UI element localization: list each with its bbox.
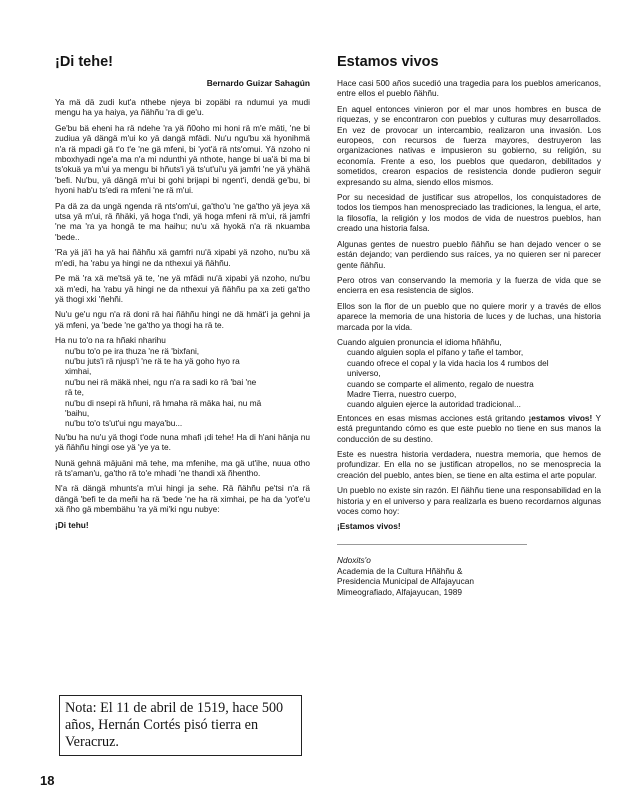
left-closing: ¡Di tehu! <box>55 519 89 530</box>
left-paragraph: Ge'bu bä eheni ha rä ndehe 'ra yä ñ0oho mi honi rä m'e mäti, 'ne bi zudiua yä dängä m'ui ko yä dangä mfädi. Nu'u ngu'bu xä hyonihmä n'a rä mpadi gä t'o t'e 'ne gä mfeni, bi 'yot'ä rä nts'omui. Yä nzoho ni mboxhyadi nge'a ma n'a mi ndunthi yä nthote, hange bi ua'ä bi ma bi ts'okuä ya m'ui ya mengu bi hñuts'i yä ts'ut'ui'u yä jamfri 'ne yä yhähä 'befi. Nu'bu, yä dängä m'ui bi gohi brijapi bi ngent'i, dendä ge'bu, bi hyoni hab'u ts'edi ra mfeni 'ne rä m'ui. <box>55 122 310 196</box>
poem-line: nu'bu juts'i rä njusp'i 'ne rä te ha yä goho hyo ra <box>65 355 240 366</box>
right-paragraph: Un pueblo no existe sin razón. El ñähñu tiene una responsabilidad en la historia y en el universo y para realizarla es bueno recordarnos algunas voces como hoy: <box>337 485 601 517</box>
author: Bernardo Guizar Sahagún <box>206 78 310 88</box>
left-paragraph: N'a rä dängä mhunts'a m'ui hingi ja sehe. Rä ñähñu pe'tsi n'a rä dängä 'befi te da meñi ha rä 'bede 'ne ha rä ximhai, pe ha da 'yot'e'u xä ñho gä mbembähu 'ra yä mi'ki ngu nubye: <box>55 483 310 515</box>
left-paragraph: Pe mä 'ra xä me'tsä yä te, 'ne yä mfädi nu'ä xipabi yä nzoho, nu'bu xä m'edi, ha 'rabu yä hingi ne da nthexui yä ñähñu pa xa zeti ga'tho yä thogi xki 'ñehñi. <box>55 273 310 304</box>
note-box: Nota: El 11 de abril de 1519, hace 500 años, Hernán Cortés pisó tierra en Veracruz. <box>59 695 302 756</box>
credit-line: Presidencia Municipal de Alfajayucan <box>337 576 474 587</box>
poem-line: cuando alguien sopla el pífano y tañe el tambor, <box>347 347 524 358</box>
right-paragraph: Algunas gentes de nuestro pueblo ñähñu se han dejado vencer o se están dejando; van perdiendo sus raíces, ya no quieren ser ni parecer gente ñähñu. <box>337 238 601 270</box>
left-paragraph: Nu'bu ha nu'u yä thogi t'ode nuna mhafi ¡di tehe! Ha di h'ani hänja nu yä ñähñu hingi ose yä 'ye ya te. <box>55 431 310 453</box>
right-paragraph-entonces <box>337 413 601 444</box>
entonces-text-end: Y está preguntando cómo es que este pueblo no tiene en sus manos la conducción de su destino. <box>337 412 601 444</box>
poem-line: Cuando alguien pronuncia el idioma hñähñu, <box>337 336 502 347</box>
poem-line: 'baihu, <box>65 407 90 418</box>
poem-line: nu'bu to'o pe ira thuza 'ne rä 'bixfani, <box>65 345 200 356</box>
left-poem <box>55 335 310 429</box>
entonces-text: Entonces en esas mismas acciones está gritando <box>337 412 529 423</box>
separator-line <box>337 544 527 545</box>
credit-name: Ndoxits'o <box>337 554 371 565</box>
left-paragraph: 'Ra yä jä'i ha yä hai ñähñu xä gamfri nu'ä xipabi yä nzoho, nu'bu xä m'edi, ha 'rabu ya hingi ne da nthexui yä ñähñu. <box>55 247 310 268</box>
poem-line: Ha nu to'o na ra hñaki nharihu <box>55 335 166 346</box>
left-title: ¡Di tehe! <box>55 54 113 70</box>
right-title: Estamos vivos <box>337 54 439 70</box>
poem-line: cuando se comparte el alimento, regalo de nuestra <box>347 378 534 389</box>
page-number: 18 <box>40 773 55 788</box>
poem-line: nu'bu nei rä mäkä nhei, ngu n'a ra sadi ko rä 'bai 'ne <box>65 376 257 387</box>
poem-line: rä te, <box>65 387 84 398</box>
left-paragraph: Nu'u ge'u ngu n'a rä doni rä hai ñähñu hingi ne dä hmät'i ja gehni ja yä mfeni, ya 'bede 'ne ga'tho ya thogi ha rä te. <box>55 309 310 330</box>
credit-line: Mimeografiado, Alfajayucan, 1989 <box>337 587 462 598</box>
right-paragraph: Este es nuestra historia verdadera, nuestra memoria, que hemos de profundizar. En ella no se justifican atropellos, no se menosprecia la creación del pueblo, antes bien, se tiene en alta estima el arte popular. <box>337 449 601 480</box>
left-paragraph: Pa dä za da ungä ngenda rä nts'om'ui, ga'tho'u 'ne ga'tho yä jeya xä utsa yä m'ui, rä ñhäki, yä hoga t'ndi, yä hoga mfeni rä m'ui, rä jamfri 'ne ma 'ra ya hongä te ma haihu; nu'u xä hyokä n'a rä nkuamba 'bede.. <box>55 200 310 242</box>
right-paragraph: En aquel entonces vinieron por el mar unos hombres en busca de riquezas, y se encontraron con pueblos y culturas muy desarrollados. En vez de provocar un intercambio, realizaron una invasión. Los europeos, con recursos de fuerza mayores, destruyeron las organizaciones nativas e impusieron su gobierno, su religión, su economía. Frente a eso, los pueblos que quedaron, debilitados y sometidos, crearon espacios de resistencia donde pudieron seguir expresando su alma, siendo ellos mismos. <box>337 103 601 187</box>
right-closing: ¡Estamos vivos! <box>337 521 401 532</box>
right-column <box>337 40 601 598</box>
entonces-bold: ¡estamos vivos! <box>528 412 593 423</box>
left-paragraph: Nunä gehnä mäjuäni mä tehe, ma mfenihe, ma gä ut'ihe, nuua otho rä ts'aman'u, ga'tho rä to'e mhadi 'ne thandi xä ñhentho. <box>55 457 310 478</box>
right-paragraph: Pero otros van conservando la memoria y la fuerza de vida que se encierra en esa resistencia de siglos. <box>337 274 601 296</box>
right-paragraph: Por su necesidad de justificar sus atropellos, los conquistadores de todos los tiempos han menospreciado las tradiciones, la lengua, el arte, la filosofía, la religión y los modos de vida de nuestros pueblos, han creado una historia falsa. <box>337 192 601 234</box>
right-paragraph: Hace casi 500 años sucedió una tragedia para los pueblos americanos, entre ellos el pueblo ñähñu. <box>337 78 601 99</box>
poem-line: cuando alguien ejerce la autoridad tradicional... <box>347 399 521 410</box>
credit-block <box>337 555 601 598</box>
poem-line: ximhai, <box>65 366 92 377</box>
poem-line: nu'bu to'o ts'ut'ui ngu maya'bu... <box>65 418 183 429</box>
left-paragraph: Ya mä dä zudi kut'a nthebe njeya bi zopäbi ra ndumui ya mudi mengu ha ya haiya, ya ñähñu 'ra di ge'u. <box>55 97 310 118</box>
poem-line: universo, <box>347 368 381 379</box>
poem-line: nu'bu di nsepi rä hñuni, rä hmaha rä mäka hai, nu mä <box>65 397 262 408</box>
right-poem <box>337 337 601 410</box>
credit-line: Academia de la Cultura Hñähñu & <box>337 565 463 576</box>
poem-line: cuando ofrece el copal y la vida hacia los 4 rumbos del <box>347 357 549 368</box>
left-column <box>55 40 310 535</box>
right-paragraph: Ellos son la flor de un pueblo que no quiere morir y a través de ellos aparece la memoria de una historia de luces y de luchas, una historia marcada por la vida. <box>337 300 601 332</box>
poem-line: Madre Tierra, nuestro cuerpo, <box>347 388 457 399</box>
